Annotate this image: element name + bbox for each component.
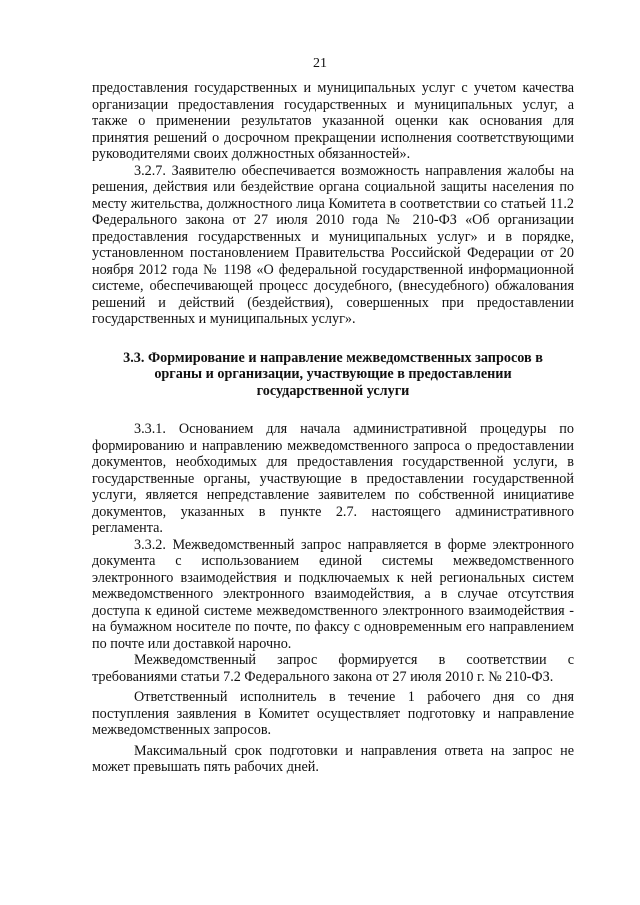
section-heading-3-3: 3.3. Формирование и направление межведомственных запросов в органы и организации, участвующие в предоставлении государственной услуги: [123, 349, 543, 399]
paragraph-3-3-1: 3.3.1. Основанием для начала административной процедуры по формированию и направлению межведомственного запроса о предоставлении документов, необходимых для предоставления государственной услуги, в государственные органы, участвующие в предоставлении государственной услуги, является непредставление заявителем по собственной инициативе документов, указанных в пункте 2.7. настоящего административного регламента.: [92, 421, 574, 536]
paragraph-3-2-7: 3.2.7. Заявителю обеспечивается возможность направления жалобы на решения, действия или бездействие органа социальной защиты населения по месту жительства, должностного лица Комитета в соответствии со статьей 11.2 Федерального закона от 27 июля 2010 года № 210-ФЗ «Об организации предоставления государственных и муниципальных услуг» и в порядке, установленном постановлением Правительства Российской Федерации от 20 ноября 2012 года № 1198 «О федеральной государственной информационной системе, обеспечивающей процесс досудебного, (внесудебного) обжалования решений и действий (бездействия), совершенных при предоставлении государственных и муниципальных услуг».: [92, 162, 574, 327]
paragraph-request-requirements: Межведомственный запрос формируется в соответствии с требованиями статьи 7.2 Федерального закона от 27 июля 2010 г. № 210-ФЗ.: [92, 652, 574, 685]
paragraph-responsible-executor: Ответственный исполнитель в течение 1 рабочего дня со дня поступления заявления в Комитет осуществляет подготовку и направление межведомственных запросов.: [92, 689, 574, 738]
paragraph-3-3-2: 3.3.2. Межведомственный запрос направляется в форме электронного документа с использованием единой системы межведомственного электронного взаимодействия и подключаемых к ней региональных систем межведомственного электронного взаимодействия, а в случае отсутствия доступа к единой системе межведомственного электронного взаимодействия - на бумажном носителе по почте, по факсу с одновременным его направлением по почте или доставкой нарочно.: [92, 536, 574, 652]
paragraph-continuation: предоставления государственных и муниципальных услуг с учетом качества организации предоставления государственных и муниципальных услуг, а также о применении результатов указанной оценки как основания для принятия решений о досрочном прекращении исполнения соответствующими руководителями своих должностных обязанностей».: [92, 80, 574, 162]
document-body: [92, 80, 574, 776]
paragraph-max-term: Максимальный срок подготовки и направления ответа на запрос не может превышать пять рабочих дней.: [92, 742, 574, 775]
page-number: 21: [313, 56, 327, 71]
